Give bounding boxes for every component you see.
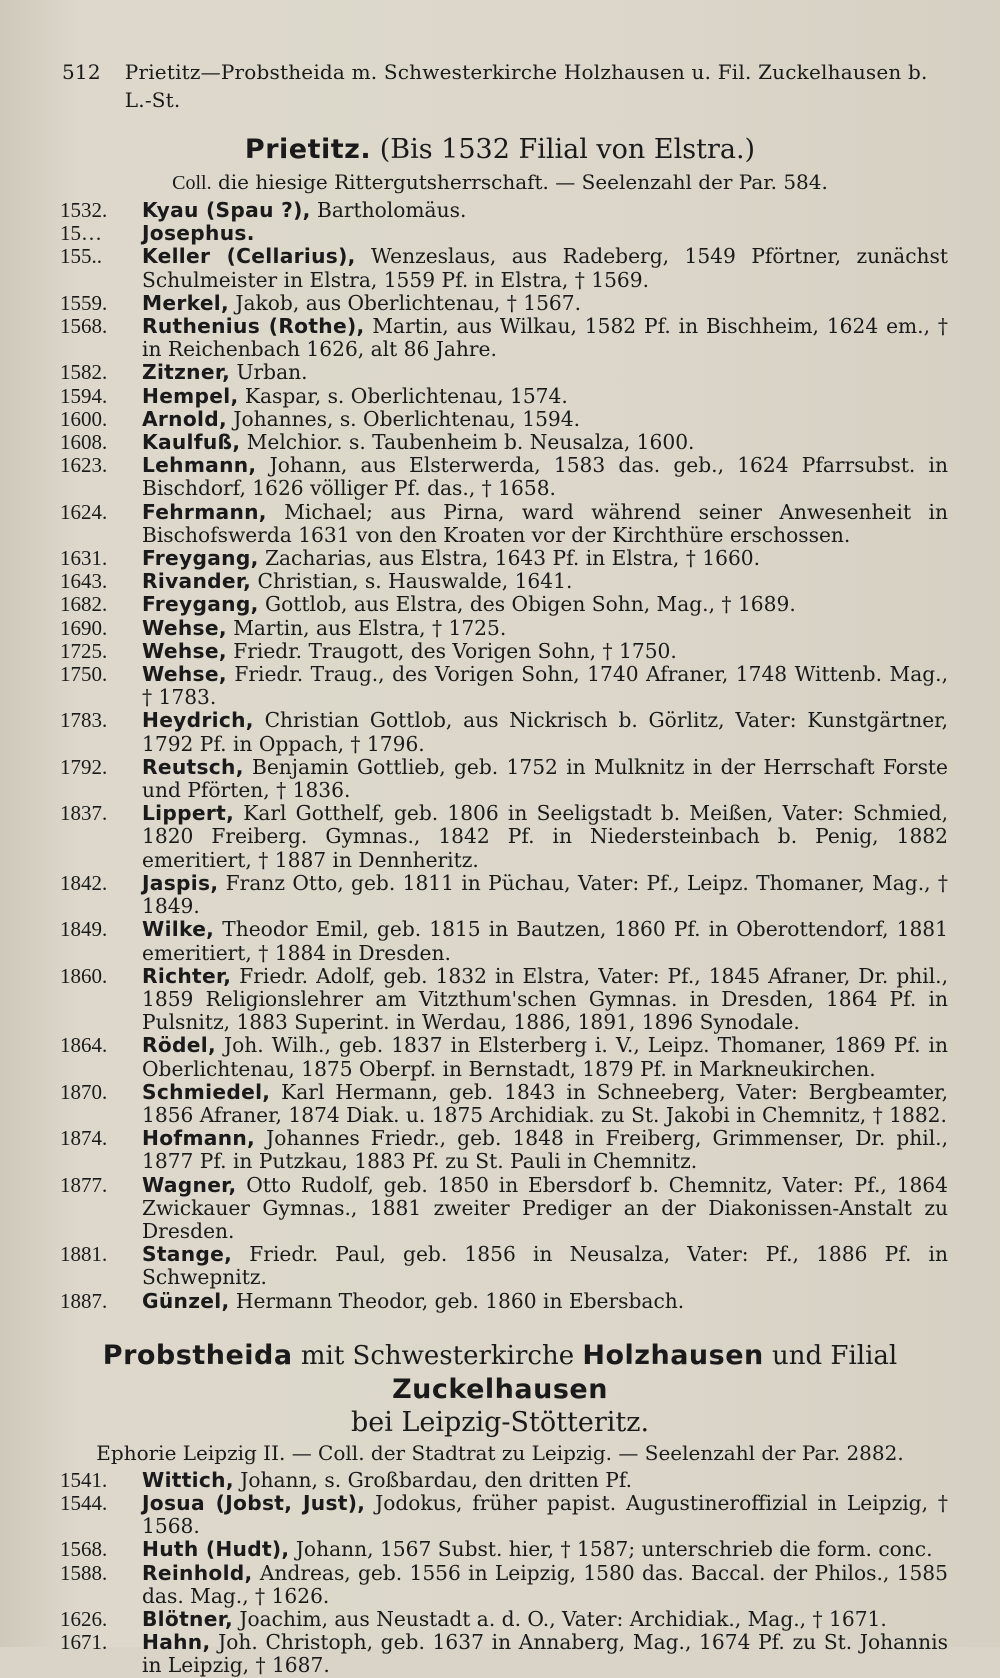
- entry-name: Wehse,: [142, 662, 227, 687]
- entry-year: 1631.: [60, 546, 108, 571]
- pastor-entry: [60, 1469, 948, 1492]
- entry-name: Hahn,: [142, 1630, 211, 1655]
- entry-name: Arnold,: [142, 406, 227, 431]
- entry-year: 1568.: [60, 1537, 108, 1562]
- pastor-entry: [60, 315, 948, 361]
- entry-text: Melchior. s. Taubenheim b. Neusalza, 1600.: [246, 430, 695, 455]
- pastor-entry: [60, 918, 948, 964]
- entry-text: Gottlob, aus Elstra, des Obigen Sohn, Mag., † 1689.: [265, 592, 796, 617]
- entry-year: 1600.: [60, 406, 108, 431]
- entry-name: Günzel,: [142, 1288, 230, 1313]
- entry-text: Andreas, geb. 1556 in Leipzig, 1580 das. Baccal. der Philos., 1585 das. Mag., † 1626.: [142, 1560, 948, 1608]
- entry-year: 1864.: [60, 1033, 108, 1058]
- entry-name: Josua (Jobst, Just),: [142, 1490, 366, 1515]
- entry-text: Friedr. Traug., des Vorigen Sohn, 1740 Afraner, 1748 Wittenb. Mag., † 1783.: [142, 662, 948, 710]
- entry-year: 1881.: [60, 1242, 108, 1267]
- entry-year: 1608.: [60, 430, 108, 455]
- entry-text: Otto Rudolf, geb. 1850 in Ebersdorf b. Chemnitz, Vater: Pf., 1864 Zwickauer Gymnas., 1881 zweiter Prediger an der Diakonissen-Anstalt zu Dresden.: [142, 1172, 948, 1243]
- entry-text: Johann, s. Großbardau, den dritten Pf.: [240, 1467, 633, 1492]
- entry-text: Franz Otto, geb. 1811 in Püchau, Vater: Pf., Leipz. Thomaner, Mag., † 1849.: [142, 870, 949, 919]
- entry-text: Joh. Wilh., geb. 1837 in Elsterberg i. V., Leipz. Thomaner, 1869 Pf. in Oberlichtenau, 1875 Oberpf. in Bernstadt, 1879 Pf. in Markneukirchen.: [142, 1033, 948, 1081]
- entry-name: Rivander,: [142, 569, 252, 594]
- heading-connector: mit Schwesterkirche: [300, 1340, 575, 1371]
- entry-name: Ruthenius (Rothe),: [142, 314, 365, 339]
- pastor-entry: [60, 1243, 948, 1289]
- entry-name: Wilke,: [142, 917, 215, 942]
- running-head: [62, 58, 948, 114]
- pastor-entry: [60, 1562, 948, 1608]
- page-number: 512: [62, 60, 101, 84]
- entry-name: Kaulfuß,: [142, 430, 241, 455]
- section-prietitz: [52, 132, 948, 1313]
- pastor-entry: [60, 292, 948, 315]
- entry-name: Huth (Hudt),: [142, 1537, 290, 1562]
- entry-year: 1671.: [60, 1630, 108, 1655]
- entry-year: 1837.: [60, 801, 108, 826]
- pastor-entry: [60, 1034, 948, 1080]
- pastor-entry: [60, 385, 948, 408]
- entry-year: 1626.: [60, 1606, 108, 1631]
- entry-name: Wehse,: [142, 615, 227, 640]
- entry-year: 1582.: [60, 360, 108, 385]
- patronage-line: [52, 168, 948, 197]
- parish-name: Probstheida: [102, 1339, 293, 1371]
- entry-text: Urban.: [236, 360, 308, 385]
- entry-year: 1725.: [60, 638, 108, 663]
- entry-name: Zitzner,: [142, 360, 231, 385]
- entry-name: Wagner,: [142, 1172, 237, 1197]
- pastor-entry: [60, 756, 948, 802]
- pastor-entry: [60, 199, 948, 222]
- entry-name: Hofmann,: [142, 1126, 256, 1151]
- entry-text: Friedr. Adolf, geb. 1832 in Elstra, Vater: Pf., 1845 Afraner, Dr. phil., 1859 Religionslehrer am Vitzthum'schen Gymnas. in Dresden, 1864 Pf. in Pulsnitz, 1883 Superint. in Werdau, 1886, 1891, 1896 Synodale.: [142, 963, 948, 1035]
- entry-name: Rödel,: [142, 1033, 216, 1058]
- entry-year: 1588.: [60, 1560, 108, 1585]
- entry-text: Martin, aus Elstra, † 1725.: [233, 615, 507, 640]
- pastor-entry: [60, 593, 948, 616]
- pastor-entry: [60, 454, 948, 500]
- entry-name: Freygang,: [142, 592, 259, 617]
- pastor-entry: [60, 802, 948, 872]
- entry-year: 1870.: [60, 1079, 108, 1104]
- section-probstheida: [52, 1339, 948, 1678]
- entry-year: 1623.: [60, 453, 108, 478]
- patronage-text: Ephorie Leipzig II. — Coll. der Stadtrat zu Leipzig. — Seelenzahl der Par. 2882.: [96, 1440, 904, 1465]
- entry-year: 1874.: [60, 1126, 108, 1151]
- patronage-label: Coll.: [172, 172, 212, 194]
- entry-name: Fehrmann,: [142, 499, 267, 524]
- entry-name: Wittich,: [142, 1467, 234, 1492]
- pastor-entry: [60, 1631, 948, 1677]
- pastor-entry: [60, 872, 948, 918]
- entry-year: 1887.: [60, 1288, 108, 1313]
- entry-text: Friedr. Traugott, des Vorigen Sohn, † 1750.: [233, 638, 677, 663]
- entry-text: Theodor Emil, geb. 1815 in Bautzen, 1860 Pf. in Oberottendorf, 1881 emeritiert, † 1884 in Dresden.: [142, 917, 948, 965]
- section-heading: [52, 1339, 948, 1407]
- pastor-entry: [60, 501, 948, 547]
- entry-year: 1544.: [60, 1490, 108, 1515]
- pastor-entry: [60, 361, 948, 384]
- parish-note: (Bis 1532 Filial von Elstra.): [379, 134, 756, 165]
- entry-year: 1559.: [60, 290, 108, 315]
- section-heading: [52, 132, 948, 168]
- entry-text: Christian, s. Hauswalde, 1641.: [257, 569, 573, 594]
- entry-name: Schmiedel,: [142, 1079, 271, 1104]
- entry-name: Keller (Cellarius),: [142, 244, 356, 269]
- pastor-entry: [60, 709, 948, 755]
- entry-text: Jodokus, früher papist. Augustineroffizial in Leipzig, † 1568.: [142, 1490, 948, 1539]
- entry-year: 1849.: [60, 917, 108, 942]
- entry-text: Johannes, s. Oberlichtenau, 1594.: [233, 406, 581, 431]
- entry-name: Merkel,: [142, 290, 229, 315]
- pastor-entry: [60, 965, 948, 1035]
- sister-church-name: Holzhausen: [582, 1339, 764, 1371]
- pastor-entry: [60, 663, 948, 709]
- pastor-entry: [60, 431, 948, 454]
- pastor-entry: [60, 547, 948, 570]
- entry-text: Johannes Friedr., geb. 1848 in Freiberg, Grimmenser, Dr. phil., 1877 Pf. in Putzkau, 1883 Pf. zu St. Pauli in Chemnitz.: [142, 1126, 948, 1174]
- entry-name: Wehse,: [142, 638, 227, 663]
- entry-text: Christian Gottlob, aus Nickrisch b. Görlitz, Vater: Kunstgärtner, 1792 Pf. in Oppach, † 1796.: [142, 708, 948, 756]
- pastor-entry: [60, 1081, 948, 1127]
- heading-connector: und Filial: [772, 1340, 898, 1371]
- entry-text: Martin, aus Wilkau, 1582 Pf. in Bischheim, 1624 em., † in Reichenbach 1626, alt 86 Jahre.: [142, 314, 948, 362]
- pastor-entry: [60, 408, 948, 431]
- entry-year: 1594.: [60, 383, 108, 408]
- entry-text: Kaspar, s. Oberlichtenau, 1574.: [244, 383, 568, 408]
- pastor-entry: [60, 1538, 948, 1561]
- entry-name: Lehmann,: [142, 453, 257, 478]
- running-head-text: Prietitz—Probstheida m. Schwesterkirche Holzhausen u. Fil. Zuckelhausen b. L.-St.: [124, 60, 928, 112]
- entry-text: Benjamin Gottlieb, geb. 1752 in Mulknitz in der Herrschaft Forste und Pförten, † 1836.: [142, 754, 948, 803]
- patronage-text: die hiesige Rittergutsherrschaft. — Seelenzahl der Par. 584.: [217, 170, 828, 194]
- pastor-entry: [60, 1608, 948, 1631]
- entry-year: 1877.: [60, 1172, 108, 1197]
- entry-name: Reinhold,: [142, 1560, 253, 1585]
- entry-text: Karl Gotthelf, geb. 1806 in Seeligstadt b. Meißen, Vater: Schmied, 1820 Freiberg. Gymnas., 1842 Pf. in Niedersteinbach b. Penig, 1882 emeritiert, † 1887 in Dennheritz.: [142, 801, 948, 872]
- entry-name: Freygang,: [142, 546, 259, 571]
- entry-name: Jaspis,: [142, 870, 219, 895]
- entry-year: 1682.: [60, 592, 108, 617]
- entry-text: Wenzeslaus, aus Radeberg, 1549 Pförtner, zunächst Schulmeister in Elstra, 1559 Pf. in Elstra, † 1569.: [142, 244, 948, 292]
- entry-year: 1532.: [60, 198, 108, 222]
- pastor-list: [52, 199, 948, 1313]
- pastor-entry: [60, 1492, 948, 1538]
- entry-text: Bartholomäus.: [317, 198, 467, 222]
- pastor-entry: [60, 245, 948, 291]
- pastor-entry: [60, 1290, 948, 1313]
- entry-text: Johann, aus Elsterwerda, 1583 das. geb., 1624 Pfarrsubst. in Bischdorf, 1626 völliger Pf. das., † 1658.: [142, 453, 949, 501]
- parish-name: Prietitz.: [244, 134, 372, 165]
- entry-name: Stange,: [142, 1242, 233, 1267]
- entry-year: 15…: [60, 221, 102, 246]
- entry-year: 1842.: [60, 870, 108, 895]
- entry-name: Hempel,: [142, 383, 239, 408]
- entry-text: Michael; aus Pirna, ward während seiner Anwesenheit in Bischofswerda 1631 von den Kroaten vor der Kirchthüre erschossen.: [142, 499, 948, 547]
- patronage-line: [52, 1439, 948, 1467]
- entry-text: Karl Hermann, geb. 1843 in Schneeberg, Vater: Bergbeamter, 1856 Afraner, 1874 Diak. u. 1875 Archidiak. zu St. Jakobi in Chemnitz, † 1882.: [142, 1079, 948, 1127]
- entry-name: Heydrich,: [142, 708, 254, 733]
- entry-year: 1783.: [60, 708, 108, 733]
- entry-year: 1568.: [60, 314, 108, 339]
- pastor-entry: [60, 1127, 948, 1173]
- pastor-list: [52, 1469, 948, 1678]
- pastor-entry: [60, 640, 948, 663]
- entry-name: Blötner,: [142, 1606, 233, 1631]
- entry-text: Friedr. Paul, geb. 1856 in Neusalza, Vater: Pf., 1886 Pf. in Schwepnitz.: [142, 1242, 948, 1290]
- entry-name: Lippert,: [142, 801, 235, 826]
- entry-year: 155..: [60, 244, 102, 269]
- filial-name: Zuckelhausen: [392, 1373, 608, 1405]
- entry-year: 1624.: [60, 499, 108, 524]
- entry-text: Jakob, aus Oberlichtenau, † 1567.: [235, 290, 582, 315]
- pastor-entry: [60, 570, 948, 593]
- section-subheading: bei Leipzig-Stötteritz.: [350, 1406, 650, 1438]
- entry-name: Richter,: [142, 963, 232, 988]
- pastor-entry: [60, 617, 948, 640]
- entry-text: Joachim, aus Neustadt a. d. O., Vater: Archidiak., Mag., † 1671.: [239, 1606, 887, 1631]
- entry-text: Hermann Theodor, geb. 1860 in Ebersbach.: [235, 1288, 685, 1313]
- entry-year: 1792.: [60, 754, 108, 779]
- entry-name: Kyau (Spau ?),: [142, 198, 311, 222]
- entry-year: 1690.: [60, 615, 108, 640]
- entry-name: Reutsch,: [142, 754, 244, 779]
- entry-name: Josephus.: [142, 221, 255, 246]
- entry-year: 1541.: [60, 1467, 108, 1492]
- entry-year: 1860.: [60, 963, 108, 988]
- entry-text: Zacharias, aus Elstra, 1643 Pf. in Elstra, † 1660.: [265, 546, 761, 571]
- entry-year: 1643.: [60, 569, 108, 594]
- entry-year: 1750.: [60, 662, 108, 687]
- pastor-entry: [60, 1174, 948, 1244]
- entry-text: Joh. Christoph, geb. 1637 in Annaberg, Mag., 1674 Pf. zu St. Johannis in Leipzig, † 1687.: [142, 1630, 948, 1678]
- entry-text: Johann, 1567 Subst. hier, † 1587; unterschrieb die form. conc.: [295, 1537, 933, 1562]
- pastor-entry: [60, 222, 948, 245]
